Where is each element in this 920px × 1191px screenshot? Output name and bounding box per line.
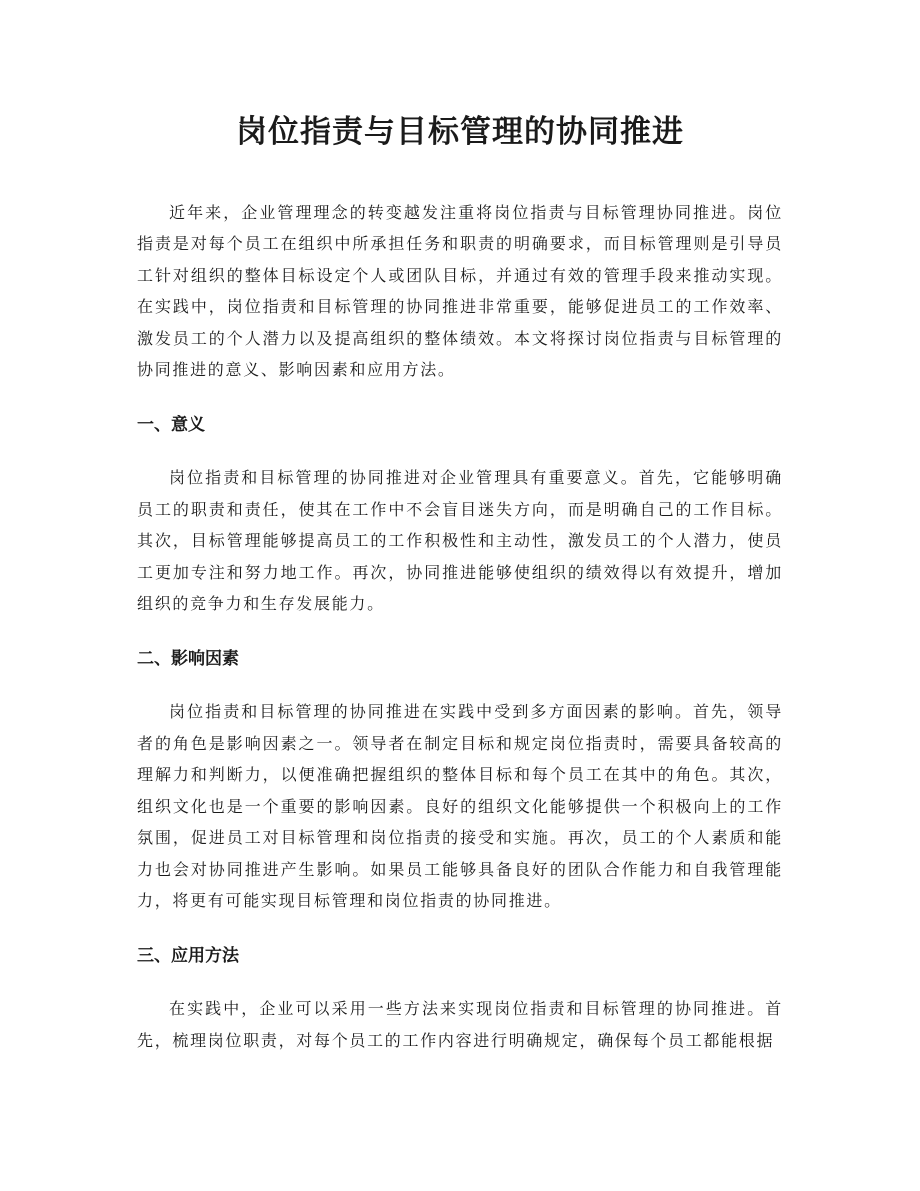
page-title: 岗位指责与目标管理的协同推进 (236, 114, 684, 150)
intro-paragraph: 近年来，企业管理理念的转变越发注重将岗位指责与目标管理协同推进。岗位指责是对每个员工在组织中所承担任务和职责的明确要求，而目标管理则是引导员工针对组织的整体目标设定个人或团队目标，并通过有效的管理手段来推动实现。在实践中，岗位指责和目标管理的协同推进非常重要，能够促进员工的工作效率、激发员工的个人潜力以及提高组织的整体绩效。本文将探讨岗位指责与目标管理的协同推进的意义、影响因素和应用方法。 (137, 203, 783, 380)
section-body-factors: 岗位指责和目标管理的协同推进在实践中受到多方面因素的影响。首先，领导者的角色是影响因素之一。领导者在制定目标和规定岗位指责时，需要具备较高的理解力和判断力，以便准确把握组织的整体目标和每个员工在其中的角色。其次，组织文化也是一个重要的影响因素。良好的组织文化能够提供一个积极向上的工作氛围，促进员工对目标管理和岗位指责的接受和实施。再次，员工的个人素质和能力也会对协同推进产生影响。如果员工能够具备良好的团队合作能力和自我管理能力，将更有可能实现目标管理和岗位指责的协同推进。 (137, 702, 783, 910)
section-heading-factors: 二、影响因素 (137, 649, 239, 670)
section-heading-significance: 一、意义 (137, 415, 205, 436)
section-heading-methods: 三、应用方法 (137, 946, 239, 967)
section-body-methods: 在实践中，企业可以采用一些方法来实现岗位指责和目标管理的协同推进。首先，梳理岗位职责，对每个员工的工作内容进行明确规定，确保每个员工都能根据 (137, 999, 783, 1050)
section-body-significance: 岗位指责和目标管理的协同推进对企业管理具有重要意义。首先，它能够明确员工的职责和责任，使其在工作中不会盲目迷失方向，而是明确自己的工作目标。其次，目标管理能够提高员工的工作积极性和主动性，激发员工的个人潜力，使员工更加专注和努力地工作。再次，协同推进能够使组织的绩效得以有效提升，增加组织的竞争力和生存发展能力。 (137, 468, 783, 614)
